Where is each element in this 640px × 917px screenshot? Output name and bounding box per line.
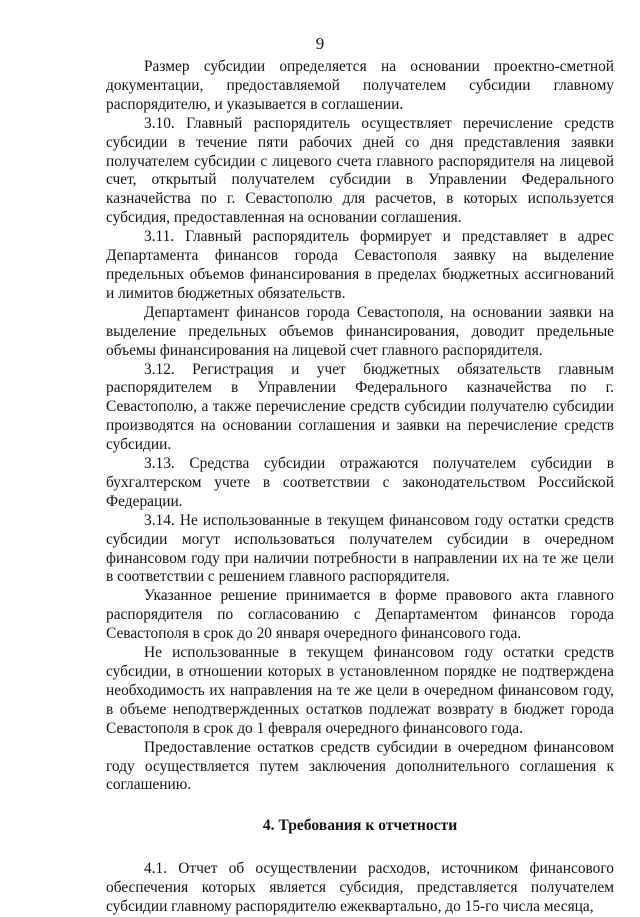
paragraph-3-14: 3.14. Не использованные в текущем финансовом году остатки средств субсидии могут использоваться получателем субсидии в очередном финансовом году при наличии потребности в направлении их на те же цели в соответствии с решением главного распорядителя. (106, 511, 614, 586)
section-heading: 4. Требования к отчетности (262, 817, 458, 835)
paragraph-finance-department: Департамент финансов города Севастополя, на основании заявки на выделение предельных объемов финансирования, доводит предельные объемы финансирования на лицевой счет главного распорядителя. (106, 303, 614, 359)
paragraph-subsidy-amount: Размер субсидии определяется на основании проектно-сметной документации, предоставляемой получателем субсидии главному распорядителю, и указывается в соглашении. (106, 58, 614, 113)
paragraph-decision: Указанное решение принимается в форме правового акта главного распорядителя по согласованию с Департаментом финансов города Севастополя в срок до 20 января очередного финансового года. (106, 587, 614, 643)
paragraph-3-13: 3.13. Средства субсидии отражаются получателем субсидии в бухгалтерском учете в соответствии с законодательством Российской Федерации. (106, 455, 614, 510)
document-body (106, 58, 614, 917)
paragraph-4-1: 4.1. Отчет об осуществлении расходов, источником финансового обеспечения которых является субсидия, представляется получателем субсидии главному распорядителю ежеквартально, до 15-го числа месяца, (106, 860, 614, 916)
paragraph-balance-provision: Предоставление остатков средств субсидии в очередном финансовом году осуществляется путем заключения дополнительного соглашения к соглашению. (106, 738, 614, 794)
page-number: 9 (315, 34, 325, 53)
paragraph-3-12: 3.12. Регистрация и учет бюджетных обязательств главным распорядителем в Управлении Федерального казначейства по г. Севастополю, а также перечисление средств субсидии получателю субсидии производятся на основании соглашения и заявки на перечисление средств субсидии. (106, 360, 614, 454)
paragraph-3-11: 3.11. Главный распорядитель формирует и представляет в адрес Департамента финансов города Севастополя заявку на выделение предельных объемов финансирования в пределах бюджетных ассигнований и лимитов бюджетных обязательств. (106, 228, 614, 302)
paragraph-3-10: 3.10. Главный распорядитель осуществляет перечисление средств субсидии в течение пяти рабочих дней со дня представления заявки получателем субсидии с лицевого счета главного распорядителя на лицевой счет, открытый получателем субсидии в Управлении Федерального казначейства по г. Севастополю для расчетов, в которых используется субсидия, предоставленная на основании соглашения. (106, 114, 614, 227)
paragraph-unused-balances: Не использованные в текущем финансовом году остатки средств субсидии, в отношении которых в установленном порядке не подтверждена необходимость их направления на те же цели в очередном финансовом году, в объеме неподтвержденных остатков подлежат возврату в бюджет города Севастополя в срок до 1 февраля очередного финансового года. (106, 644, 614, 737)
